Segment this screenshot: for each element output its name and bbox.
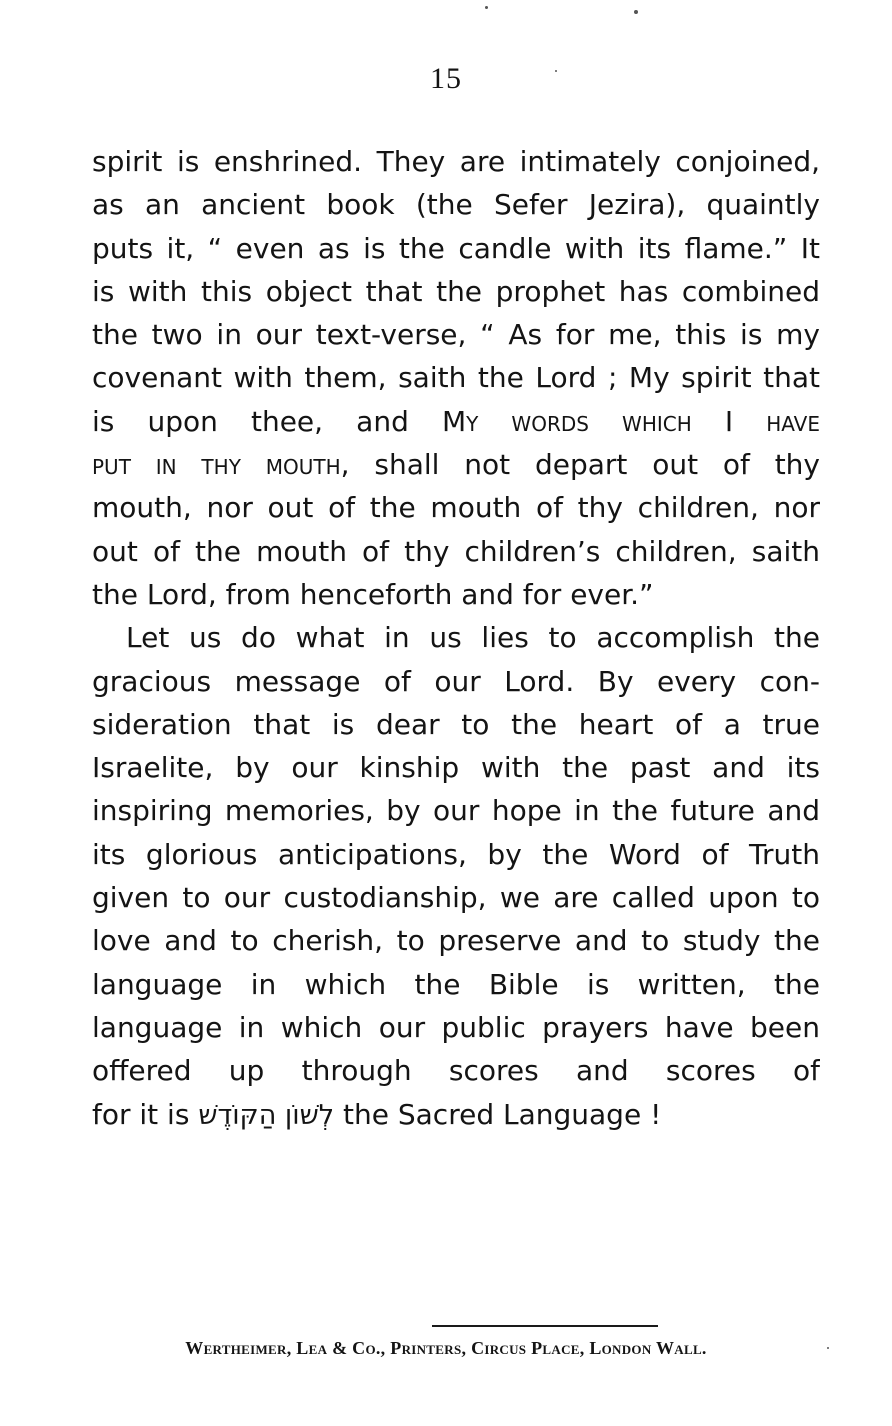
text-line: mouth, nor out of the mouth of thy children, nor: [92, 491, 820, 525]
text-line: language in which our public prayers have been: [92, 1010, 820, 1044]
text-line: covenant with them, saith the Lord ; My spirit that: [92, 361, 820, 395]
text-line: Israelite, by our kinship with the past and its: [92, 751, 820, 785]
text-line-last: [92, 1093, 820, 1136]
text-after-hebrew: the Sacred Language !: [334, 1097, 662, 1131]
text-line: inspiring memories, by our hope in the future and: [92, 794, 820, 828]
text-line: Let us do what in us lies to accomplish the: [126, 621, 820, 655]
footer-rule: [432, 1325, 658, 1327]
text-line: [92, 443, 820, 486]
paper-speck: [827, 1347, 829, 1349]
text-line: its glorious anticipations, by the Word of Truth: [92, 837, 820, 871]
text-line: language in which the Bible is written, the: [92, 967, 820, 1001]
text-line: sideration that is dear to the heart of a true: [92, 707, 820, 741]
page-number: 15: [430, 62, 462, 95]
text-line: gracious message of our Lord. By every con-: [92, 664, 820, 698]
regular-text: , shall not depart out of thy: [340, 448, 820, 482]
text-line: out of the mouth of thy children’s children, saith: [92, 534, 820, 568]
text-line: given to our custodianship, we are called upon to: [92, 881, 820, 915]
small-caps-text: put in thy mouth: [92, 448, 341, 482]
regular-text: is upon thee, and: [92, 404, 442, 438]
text-line: offered up through scores and scores of: [92, 1054, 820, 1088]
text-line: is with this object that the prophet has combined: [92, 274, 820, 308]
printer-imprint: Wertheimer, Lea & Co., Printers, Circus Place, London Wall.: [185, 1338, 707, 1358]
text-before-hebrew: for it is: [92, 1097, 199, 1131]
hebrew-phrase: לְשׁוֹן הַקּוֹדֶשׁ: [198, 1099, 335, 1131]
text-line: the two in our text-verse, “ As for me, this is my: [92, 318, 820, 352]
text-line: as an ancient book (the Sefer Jezira), quaintly: [92, 188, 820, 222]
text-line: spirit is enshrined. They are intimately conjoined,: [92, 145, 820, 178]
small-caps-text: My words which I have: [441, 404, 820, 438]
paper-speck: [634, 10, 638, 14]
paper-speck: [485, 6, 488, 9]
text-line: puts it, “ even as is the candle with its flame.” It: [92, 231, 820, 265]
text-line: love and to cherish, to preserve and to study the: [92, 924, 820, 958]
text-line: [92, 400, 820, 443]
text-line: the Lord, from henceforth and for ever.”: [92, 577, 654, 611]
paper-speck: [555, 70, 557, 72]
body-text: [92, 140, 820, 1136]
